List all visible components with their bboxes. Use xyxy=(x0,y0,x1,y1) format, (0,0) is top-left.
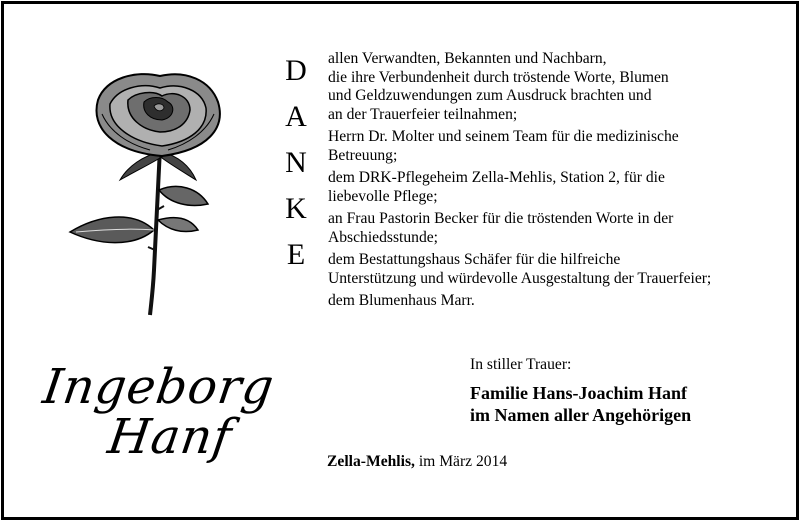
place-date xyxy=(327,453,507,471)
thanks-paragraph: dem DRK-Pflegeheim Zella-Mehlis, Station 2, für die liebevolle Pflege; xyxy=(328,169,665,205)
family-signature xyxy=(470,382,691,426)
deceased-first-name: Ingeborg xyxy=(39,359,278,415)
mourning-intro: In stiller Trauer: xyxy=(470,356,572,373)
thanks-paragraph: an Frau Pastorin Becker für die tröstenden Worte in der Abschiedsstunde; xyxy=(328,210,674,246)
thanks-paragraph: Herrn Dr. Molter und seinem Team für die medizinische Betreuung; xyxy=(328,128,679,164)
thanks-paragraph: allen Verwandten, Bekannten und Nachbarn, die ihre Verbundenheit durch tröstende Worte, Blumen und Geldzuwendungen zum Ausdruck brachten und an der Trauerfeier teilnahmen; xyxy=(328,50,669,123)
place: Zella-Mehlis, xyxy=(327,453,415,470)
danke-letter: K xyxy=(285,192,307,225)
danke-letter: D xyxy=(285,54,307,87)
danke-letter: A xyxy=(285,100,307,133)
thanks-text xyxy=(328,50,778,315)
relatives-line: im Namen aller Angehörigen xyxy=(470,405,692,425)
thanks-paragraph: dem Bestattungshaus Schäfer für die hilfreiche Unterstützung und würdevolle Ausgestaltung der Trauerfeier; xyxy=(328,251,712,287)
danke-letters xyxy=(278,56,314,286)
date: im März 2014 xyxy=(418,453,508,470)
danke-letter: E xyxy=(286,238,306,271)
rose-icon xyxy=(58,70,258,320)
thanks-paragraph: dem Blumenhaus Marr. xyxy=(328,292,475,309)
danke-letter: N xyxy=(285,146,307,179)
deceased-name xyxy=(33,359,278,465)
deceased-last-name: Hanf xyxy=(104,409,236,465)
family-name: Familie Hans-Joachim Hanf xyxy=(470,383,687,403)
